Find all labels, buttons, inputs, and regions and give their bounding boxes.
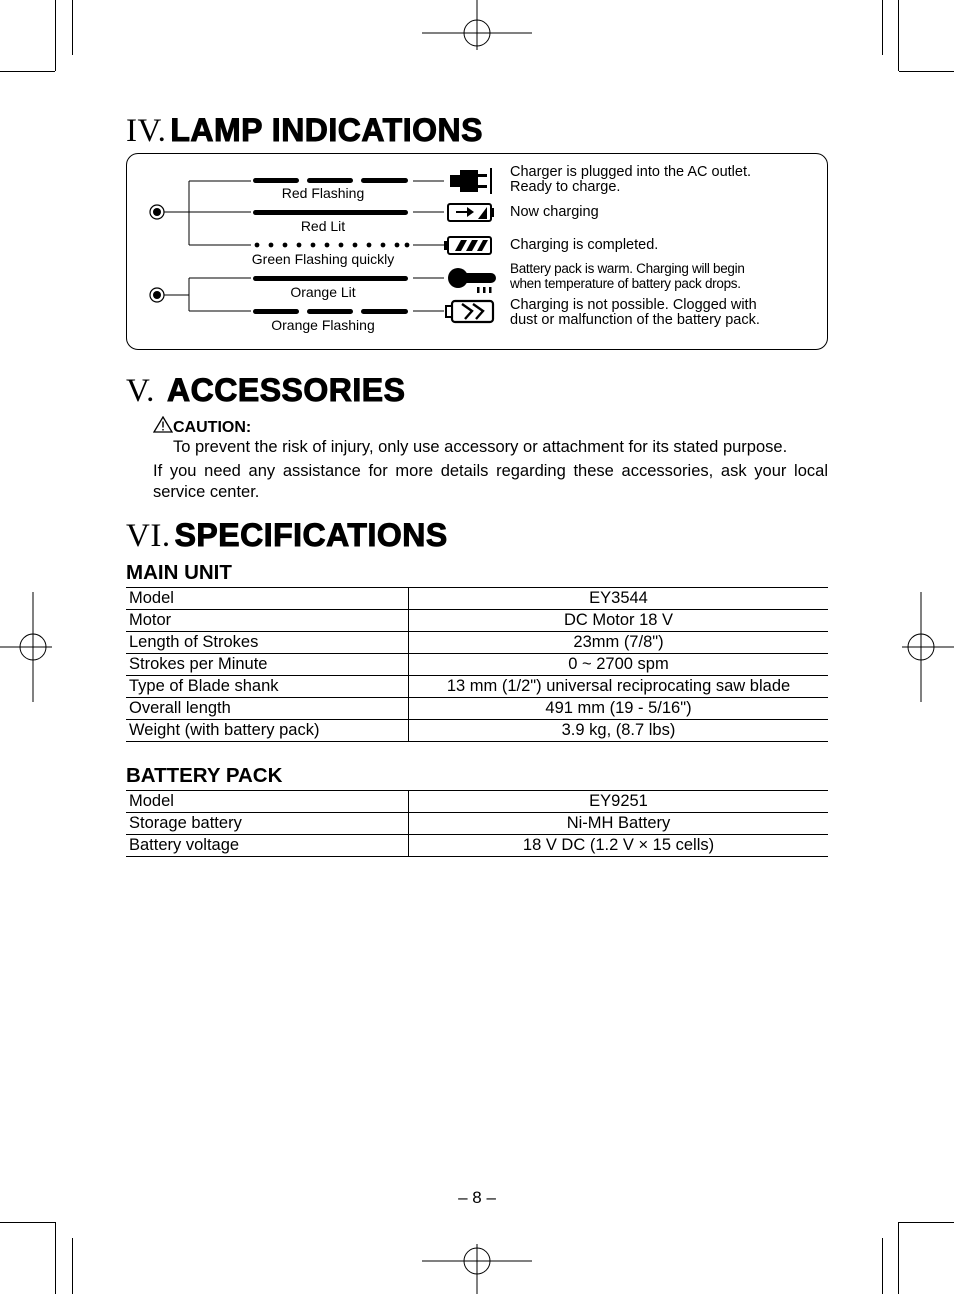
spec-label: Strokes per Minute bbox=[126, 654, 409, 676]
error-battery-icon bbox=[446, 301, 493, 322]
accessories-section-title bbox=[126, 372, 405, 410]
section-numeral: VI. bbox=[126, 518, 171, 554]
table-row bbox=[126, 676, 828, 698]
spec-value: EY9251 bbox=[409, 791, 829, 813]
table-row bbox=[126, 632, 828, 654]
spec-value: 13 mm (1/2") universal reciprocating saw blade bbox=[409, 676, 829, 698]
spec-label: Motor bbox=[126, 610, 409, 632]
full-battery-icon bbox=[444, 237, 491, 254]
lamp-label-orange-flashing: Orange Flashing bbox=[271, 317, 375, 333]
lamp-description bbox=[510, 165, 751, 195]
caution-label: CAUTION: bbox=[173, 419, 252, 436]
description-line: Charging is completed. bbox=[510, 237, 659, 253]
table-row bbox=[126, 698, 828, 720]
spec-label: Weight (with battery pack) bbox=[126, 720, 409, 742]
table-row bbox=[126, 835, 828, 857]
battery-pack-heading: BATTERY PACK bbox=[126, 764, 283, 787]
thermometer-icon bbox=[448, 268, 496, 293]
spec-label: Model bbox=[126, 791, 409, 813]
plug-icon bbox=[450, 168, 491, 194]
lamp-label-orange-lit: Orange Lit bbox=[290, 284, 356, 300]
table-row bbox=[126, 610, 828, 632]
lamp-label-red-flashing: Red Flashing bbox=[281, 185, 365, 201]
lamp-label-red-lit: Red Lit bbox=[300, 218, 346, 234]
description-line: dust or malfunction of the battery pack. bbox=[510, 312, 760, 328]
section-numeral: IV. bbox=[126, 113, 167, 149]
spec-value: 3.9 kg, (8.7 lbs) bbox=[409, 720, 829, 742]
spec-label: Storage battery bbox=[126, 813, 409, 835]
section-title-text: ACCESSORIES bbox=[167, 372, 406, 408]
page-number: – 8 – bbox=[458, 1188, 496, 1207]
table-row bbox=[126, 791, 828, 813]
spec-label: Length of Strokes bbox=[126, 632, 409, 654]
table-row bbox=[126, 813, 828, 835]
warning-triangle-icon bbox=[153, 416, 173, 433]
specifications-section-title bbox=[126, 517, 448, 555]
lamp-label-green-flashing: Green Flashing quickly bbox=[251, 251, 395, 267]
section-title-text: SPECIFICATIONS bbox=[174, 517, 448, 553]
lamp-description bbox=[510, 238, 658, 253]
description-line: when temperature of battery pack drops. bbox=[510, 276, 741, 291]
spec-value: 23mm (7/8") bbox=[409, 632, 829, 654]
spec-label: Battery voltage bbox=[126, 835, 409, 857]
section-title-text: LAMP INDICATIONS bbox=[170, 112, 483, 148]
lamp-section-title bbox=[126, 112, 483, 150]
spec-value: EY3544 bbox=[409, 588, 829, 610]
description-line: Charging is not possible. Clogged with bbox=[510, 297, 757, 313]
caution-text: To prevent the risk of injury, only use accessory or attachment for its stated purpose. bbox=[173, 438, 788, 456]
main-unit-table bbox=[126, 587, 828, 742]
section-numeral: V. bbox=[126, 373, 155, 409]
table-row bbox=[126, 588, 828, 610]
accessories-body: If you need any assistance for more details regarding these accessories, ask your local service center. bbox=[153, 462, 828, 501]
indicator-lamp-icon bbox=[150, 288, 164, 302]
lamp-description bbox=[510, 205, 599, 220]
spec-value: DC Motor 18 V bbox=[409, 610, 829, 632]
spec-label: Model bbox=[126, 588, 409, 610]
table-row bbox=[126, 654, 828, 676]
lamp-description bbox=[510, 298, 760, 328]
spec-value: 491 mm (19 - 5/16") bbox=[409, 698, 829, 720]
spec-value: 18 V DC (1.2 V × 15 cells) bbox=[409, 835, 829, 857]
description-line: Charger is plugged into the AC outlet. bbox=[510, 164, 752, 180]
battery-pack-table bbox=[126, 790, 828, 857]
main-unit-heading: MAIN UNIT bbox=[126, 561, 232, 584]
description-line: Now charging bbox=[510, 204, 599, 220]
description-line: Battery pack is warm. Charging will begin bbox=[510, 261, 745, 276]
spec-value: Ni-MH Battery bbox=[409, 813, 829, 835]
spec-label: Type of Blade shank bbox=[126, 676, 409, 698]
description-line: Ready to charge. bbox=[510, 179, 621, 195]
indicator-lamp-icon bbox=[150, 205, 164, 219]
spec-label: Overall length bbox=[126, 698, 409, 720]
caution-heading bbox=[153, 416, 251, 437]
table-row bbox=[126, 720, 828, 742]
lamp-description bbox=[510, 261, 745, 291]
spec-value: 0 ~ 2700 spm bbox=[409, 654, 829, 676]
charging-battery-icon bbox=[448, 204, 494, 221]
